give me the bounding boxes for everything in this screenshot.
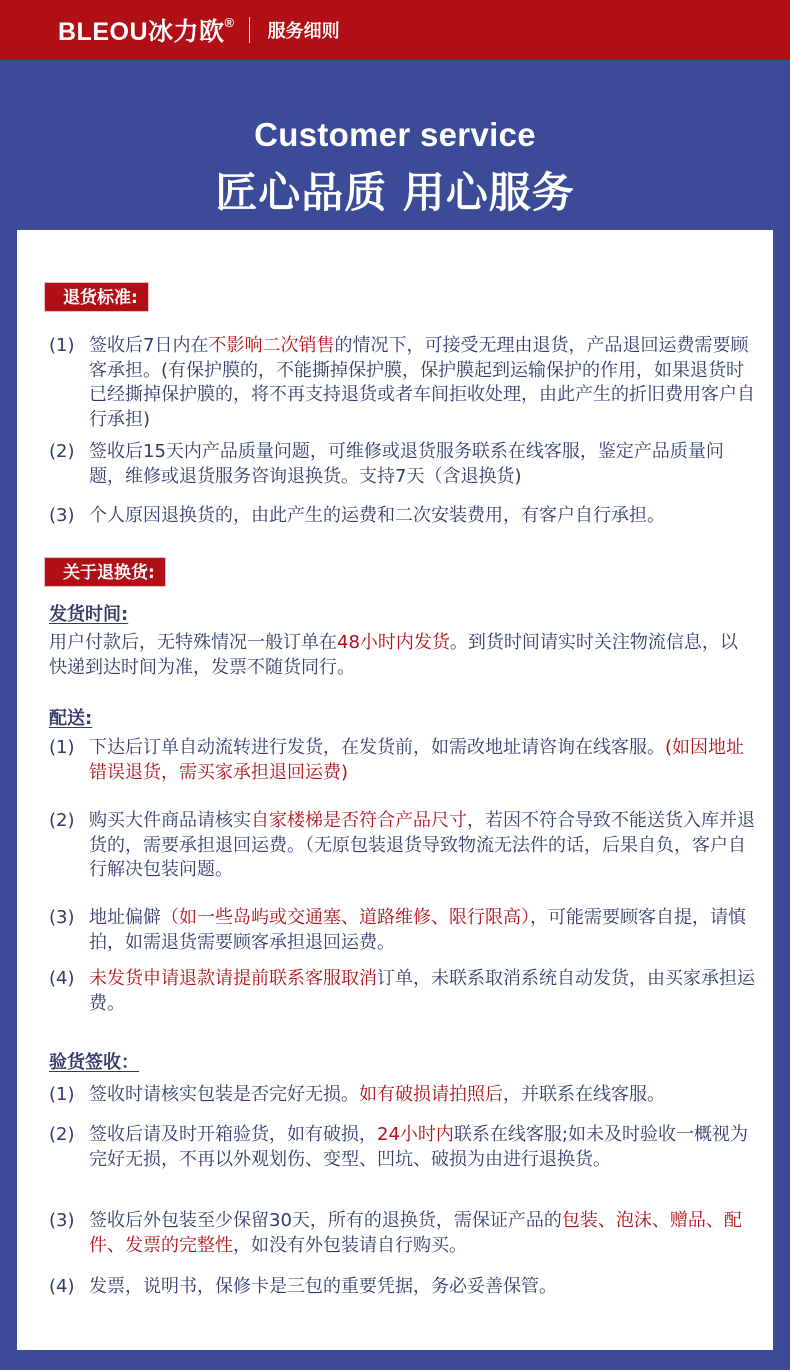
inspection-item-1: 签收时请核实包装是否完好无损。如有破损请拍照后，并联系在线客服。 xyxy=(89,1084,665,1105)
header-bar xyxy=(0,0,790,60)
inspection-item-4-num: (4) xyxy=(49,1276,75,1297)
returns-item-1: 签收后7日内在不影响二次销售的情况下，可接受无理由退货，产品退回运费需要顾客承担。(有保护膜的，不能撕掉保护膜，保护膜起到运输保护的作用，如果退货时已经撕掉保护膜的，将不再支持退货或者车间拒收处理，由此产生的折旧费用客户自行承担) xyxy=(89,335,755,430)
inspection-item-4: 发票，说明书，保修卡是三包的重要凭据，务必妥善保管。 xyxy=(89,1276,557,1297)
shipping-time-title: 发货时间: xyxy=(49,604,129,625)
header-divider xyxy=(249,17,250,43)
delivery-item-1: 下达后订单自动流转进行发货，在发货前，如需改地址请咨询在线客服。(如因地址错误退货，需买家承担退回运费) xyxy=(89,737,745,783)
inspection-title: 验货签收： xyxy=(49,1052,139,1073)
inspection-item-1-num: (1) xyxy=(49,1084,75,1105)
registered-mark: ® xyxy=(224,14,235,30)
returns-tag: 退货标准: xyxy=(44,282,149,312)
hero-title-en: Customer service xyxy=(254,116,536,153)
delivery-item-2: 购买大件商品请核实自家楼梯是否符合产品尺寸，若因不符合导致不能送货入库并退货的，需要承担退回运费。（无原包装退货导致物流无法件的话，后果自负，客户自行解决包装问题。 xyxy=(89,810,755,880)
brand-logo xyxy=(58,12,235,48)
policy-card xyxy=(17,230,773,1350)
section-title: 服务细则 xyxy=(267,21,340,42)
returns-item-2: 签收后15天内产品质量问题，可维修或退货服务联系在线客服，鉴定产品质量问题，维修或退货服务咨询退换货。支持7天（含退换货) xyxy=(89,441,724,487)
returns-item-3-num: (3) xyxy=(49,505,75,526)
delivery-item-4: 未发货申请退款请提前联系客服取消订单，未联系取消系统自动发货，由买家承担运费。 xyxy=(89,968,755,1014)
delivery-item-4-num: (4) xyxy=(49,968,75,989)
delivery-item-3-num: (3) xyxy=(49,907,75,928)
inspection-item-3-num: (3) xyxy=(49,1210,75,1231)
returns-item-2-num: (2) xyxy=(49,441,75,462)
delivery-item-3: 地址偏僻（如一些岛屿或交通塞、道路维修、限行限高），可能需要顾客自提，请慎拍，如需退货需要顾客承担退回运费。 xyxy=(89,907,746,953)
inspection-item-3: 签收后外包装至少保留30天，所有的退换货，需保证产品的包装、泡沫、赠品、配件、发票的完整性，如没有外包装请自行购买。 xyxy=(89,1210,742,1256)
brand-name: BLEOU冰力欧 xyxy=(58,18,225,46)
delivery-title: 配送: xyxy=(49,708,93,729)
delivery-item-1-num: (1) xyxy=(49,737,75,758)
delivery-item-2-num: (2) xyxy=(49,810,75,831)
returns-item-3: 个人原因退换货的，由此产生的运费和二次安装费用，有客户自行承担。 xyxy=(89,505,665,526)
inspection-item-2: 签收后请及时开箱验货，如有破损，24小时内联系在线客服;如未及时验收一概视为完好无损，不再以外观划伤、变型、凹坑、破损为由进行退换货。 xyxy=(89,1124,748,1170)
inspection-item-2-num: (2) xyxy=(49,1124,75,1145)
exchange-tag: 关于退换货: xyxy=(44,557,166,587)
hero-title-cn: 匠心品质 用心服务 xyxy=(215,168,575,217)
returns-item-1-num: (1) xyxy=(49,335,75,356)
shipping-time-text: 用户付款后，无特殊情况一般订单在48小时内发货。到货时间请实时关注物流信息，以快递到达时间为准，发票不随货同行。 xyxy=(49,632,738,678)
